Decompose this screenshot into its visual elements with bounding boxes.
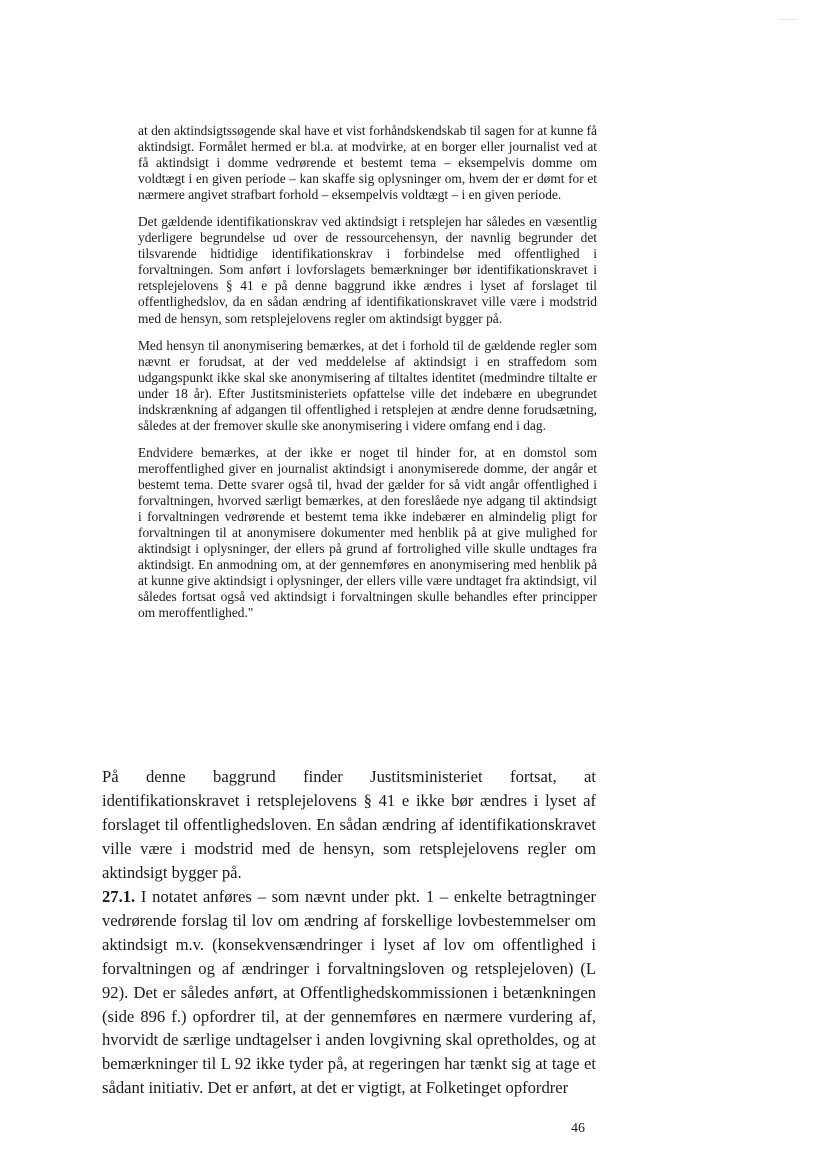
quote-paragraph: Endvidere bemærkes, at der ikke er noget til hinder for, at en domstol som meroffentlighed giver en journalist aktindsigt i anonymiserede domme, der angår et bestemt tema. Dette svarer også til, hvad der gælder for så vidt angår offentlighed i forvaltningen, hvorved særligt bemærkes, at den foreslåede nye adgang til aktindsigt i forvaltningen vedrørende et bestemt tema ikke indebærer en almindelig pligt for forvaltningen til at anonymisere dokumenter med henblik på at give mulighed for aktindsigt i oplysninger, der ellers på grund af fortrolighed ville skulle undtages fra aktindsigt. En anmodning om, at der gennemføres en anonymisering med henblik på at kunne give aktindsigt i oplysninger, der ellers ville være undtaget fra aktindsigt, vil således fortsat også ved aktindsigt i forvaltningen skulle behandles efter principper om meroffentlighed." xyxy=(138,444,597,621)
section-number: 27.1. xyxy=(102,887,136,906)
quote-paragraph: at den aktindsigtssøgende skal have et vist forhåndskendskab til sagen for at kunne få aktindsigt. Formålet hermed er bl.a. at modvirke, at en borger eller journalist ved at få aktindsigt i domme vedrørende et bestemt tema – eksempelvis domme om voldtægt i en given periode – kan skaffe sig oplysninger om, hvem der er dømt for et nærmere angivet strafbart forhold – eksempelvis voldtægt – i en given periode. xyxy=(138,123,597,203)
page-number: 46 xyxy=(571,1121,585,1136)
section-paragraph xyxy=(102,885,596,1100)
quote-paragraph: Det gældende identifikationskrav ved aktindsigt i retsplejen har således en væsentlig yderligere begrundelse ud over de ressourcehensyn, der navnlig begrunder det tilsvarende hidtidige identifikationskrav i forbindelse med offentlighed i forvaltningen. Som anført i lovforslagets bemærkninger bør identifikationskravet i retsplejelovens § 41 e på denne baggrund ikke ændres i lyset af forslaget til offentlighedslov, da en sådan ændring af identifikationskravet ville være i modstrid med de hensyn, som retsplejelovens regler om aktindsigt bygger på. xyxy=(138,214,597,326)
scan-artifact xyxy=(780,19,798,20)
quote-paragraph: Med hensyn til anonymisering bemærkes, at det i forhold til de gældende regler som nævnt er forudsat, at der ved meddelelse af aktindsigt i en straffedom som udgangspunkt ikke skal ske anonymisering af tiltaltes identitet (medmindre tiltalte er under 18 år). Efter Justitsministeriets opfattelse ville det indebære en ubegrundet indskrænkning af adgangen til offentlighed i retsplejen at ændre denne forudsætning, således at der fremover skulle ske anonymisering i videre omfang end i dag. xyxy=(138,337,597,433)
quoted-passage xyxy=(138,123,597,632)
body-paragraph: På denne baggrund finder Justitsministeriet fortsat, at identifikationskravet i retsplejelovens § 41 e ikke bør ændres i lyset af forslaget til offentlighedsloven. En sådan ændring af identifikationskravet ville være i modstrid med de hensyn, som retsplejelovens regler om aktindsigt bygger på. xyxy=(102,767,596,882)
section-text: I notatet anføres – som nævnt under pkt. 1 – enkelte betragtninger vedrørende forslag til lov om ændring af forskellige lovbestemmelser om aktindsigt m.v. (konsekvensændringer i lyset af lov om offentlighed i forvaltningen og af ændringer i forvaltningsloven og retsplejeloven) (L 92). Det er således anført, at Offentlighedskommissionen i betænkningen (side 896 f.) opfordrer til, at der gennemføres en nærmere vurdering af, hvorvidt de særlige undtagelser i anden lovgivning skal opretholdes, og at bemærkninger til L 92 ikke tyder på, at regeringen har tænkt sig at tage et sådant initiativ. Det er anført, at det er vigtigt, at Folketinget opfordrer xyxy=(102,887,596,1098)
